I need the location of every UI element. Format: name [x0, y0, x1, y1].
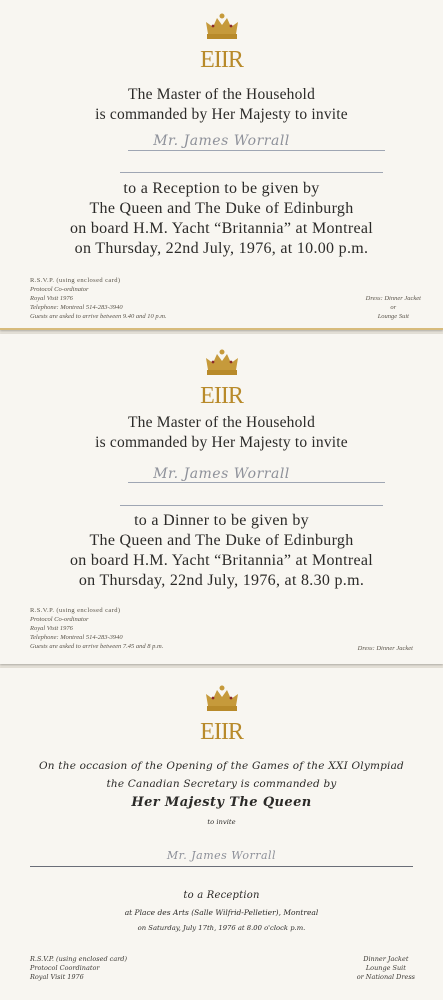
dress-line: Lounge Suit: [377, 313, 409, 320]
rsvp-line: Protocol Co-ordinator: [30, 286, 89, 293]
dress-line: Lounge Suit: [365, 964, 406, 972]
rsvp-line: Guests are asked to arrive between 7.45 and 8 p.m.: [30, 643, 164, 650]
majesty-line: Her Majesty The Queen: [131, 795, 312, 810]
crown-icon: [196, 348, 248, 378]
dress-line: or National Dress: [356, 973, 415, 981]
rsvp-block: [30, 606, 163, 651]
rsvp-block: [30, 955, 127, 982]
guest-rule: [128, 482, 385, 483]
rsvp-line: R.S.V.P. (using enclosed card): [30, 607, 121, 614]
rsvp-line: Royal Visit 1976: [30, 295, 73, 302]
rsvp-line: Protocol Coordinator: [30, 964, 100, 972]
dress-line: Dress: Dinner Jacket: [357, 645, 413, 652]
event-line-4: on Thursday, 22nd July, 1976, at 8.30 p.m.: [78, 572, 365, 589]
command-line: is commanded by Her Majesty to invite: [95, 106, 348, 123]
event-line-4: on Thursday, 22nd July, 1976, at 10.00 p.m.: [74, 240, 369, 257]
dress-line: or: [390, 304, 397, 311]
cypher-monogram: EIIR: [200, 383, 243, 409]
royal-cypher: [196, 684, 248, 746]
crown-icon: [196, 12, 248, 42]
event-line-3: on board H.M. Yacht “Britannia” at Montreal: [69, 552, 374, 569]
dress-block: [357, 955, 415, 982]
divider-rule: [120, 505, 383, 506]
occasion-line: On the occasion of the Opening of the Games of the XXI Olympiad: [39, 760, 404, 772]
guest-rule: [128, 150, 385, 151]
rsvp-line: R.S.V.P. (using enclosed card): [30, 955, 128, 963]
command-line: is commanded by Her Majesty to invite: [95, 434, 348, 451]
invitation-card-reception-britannia: [0, 0, 443, 330]
guest-rule: [30, 866, 413, 867]
rsvp-line: Protocol Co-ordinator: [30, 616, 89, 623]
cypher-monogram: EIIR: [200, 47, 243, 73]
event-line-2: The Queen and The Duke of Edinburgh: [89, 200, 354, 217]
divider-rule: [120, 172, 383, 173]
event-line-1: to a Reception: [183, 890, 260, 901]
invitation-card-dinner-britannia: [0, 334, 443, 664]
rsvp-line: Telephone: Montreal 514-283-3940: [30, 634, 123, 641]
guest-name-handwritten: Mr. James Worrall: [153, 133, 290, 149]
rsvp-line: Telephone: Montreal 514-283-3940: [30, 304, 123, 311]
invite-line: to invite: [207, 818, 236, 826]
dress-block: [358, 644, 413, 653]
venue-line: at Place des Arts (Salle Wilfrid-Pelletier), Montreal: [124, 908, 319, 917]
invitation-card-olympiad-reception: [0, 668, 443, 1000]
crown-icon: [196, 684, 248, 714]
event-line-2: The Queen and The Duke of Edinburgh: [89, 532, 354, 549]
dress-line: Dinner Jacket: [363, 955, 409, 963]
guest-name-handwritten: Mr. James Worrall: [153, 466, 290, 482]
rsvp-line: Royal Visit 1976: [30, 973, 84, 981]
date-line: on Saturday, July 17th, 1976 at 8.00 o'clock p.m.: [137, 924, 306, 932]
event-line-1: to a Dinner to be given by: [134, 512, 309, 529]
rsvp-line: Royal Visit 1976: [30, 625, 73, 632]
rsvp-line: R.S.V.P. (using enclosed card): [30, 277, 121, 284]
host-line: The Master of the Household: [127, 414, 316, 431]
rsvp-line: Guests are asked to arrive between 9.40 and 10 p.m.: [30, 313, 167, 320]
event-line-3: on board H.M. Yacht “Britannia” at Montreal: [69, 220, 374, 237]
rsvp-block: [30, 276, 167, 321]
gilt-edge: [0, 328, 443, 330]
royal-cypher: [196, 348, 248, 410]
dress-line: Dress: Dinner Jacket: [365, 295, 421, 302]
royal-cypher: [196, 12, 248, 74]
event-line-1: to a Reception to be given by: [123, 180, 320, 197]
guest-name-handwritten: Mr. James Worrall: [166, 849, 277, 862]
secretary-line: the Canadian Secretary is commanded by: [106, 778, 337, 790]
dress-block: [366, 294, 421, 321]
host-line: The Master of the Household: [127, 86, 316, 103]
cypher-monogram: EIIR: [200, 719, 243, 745]
